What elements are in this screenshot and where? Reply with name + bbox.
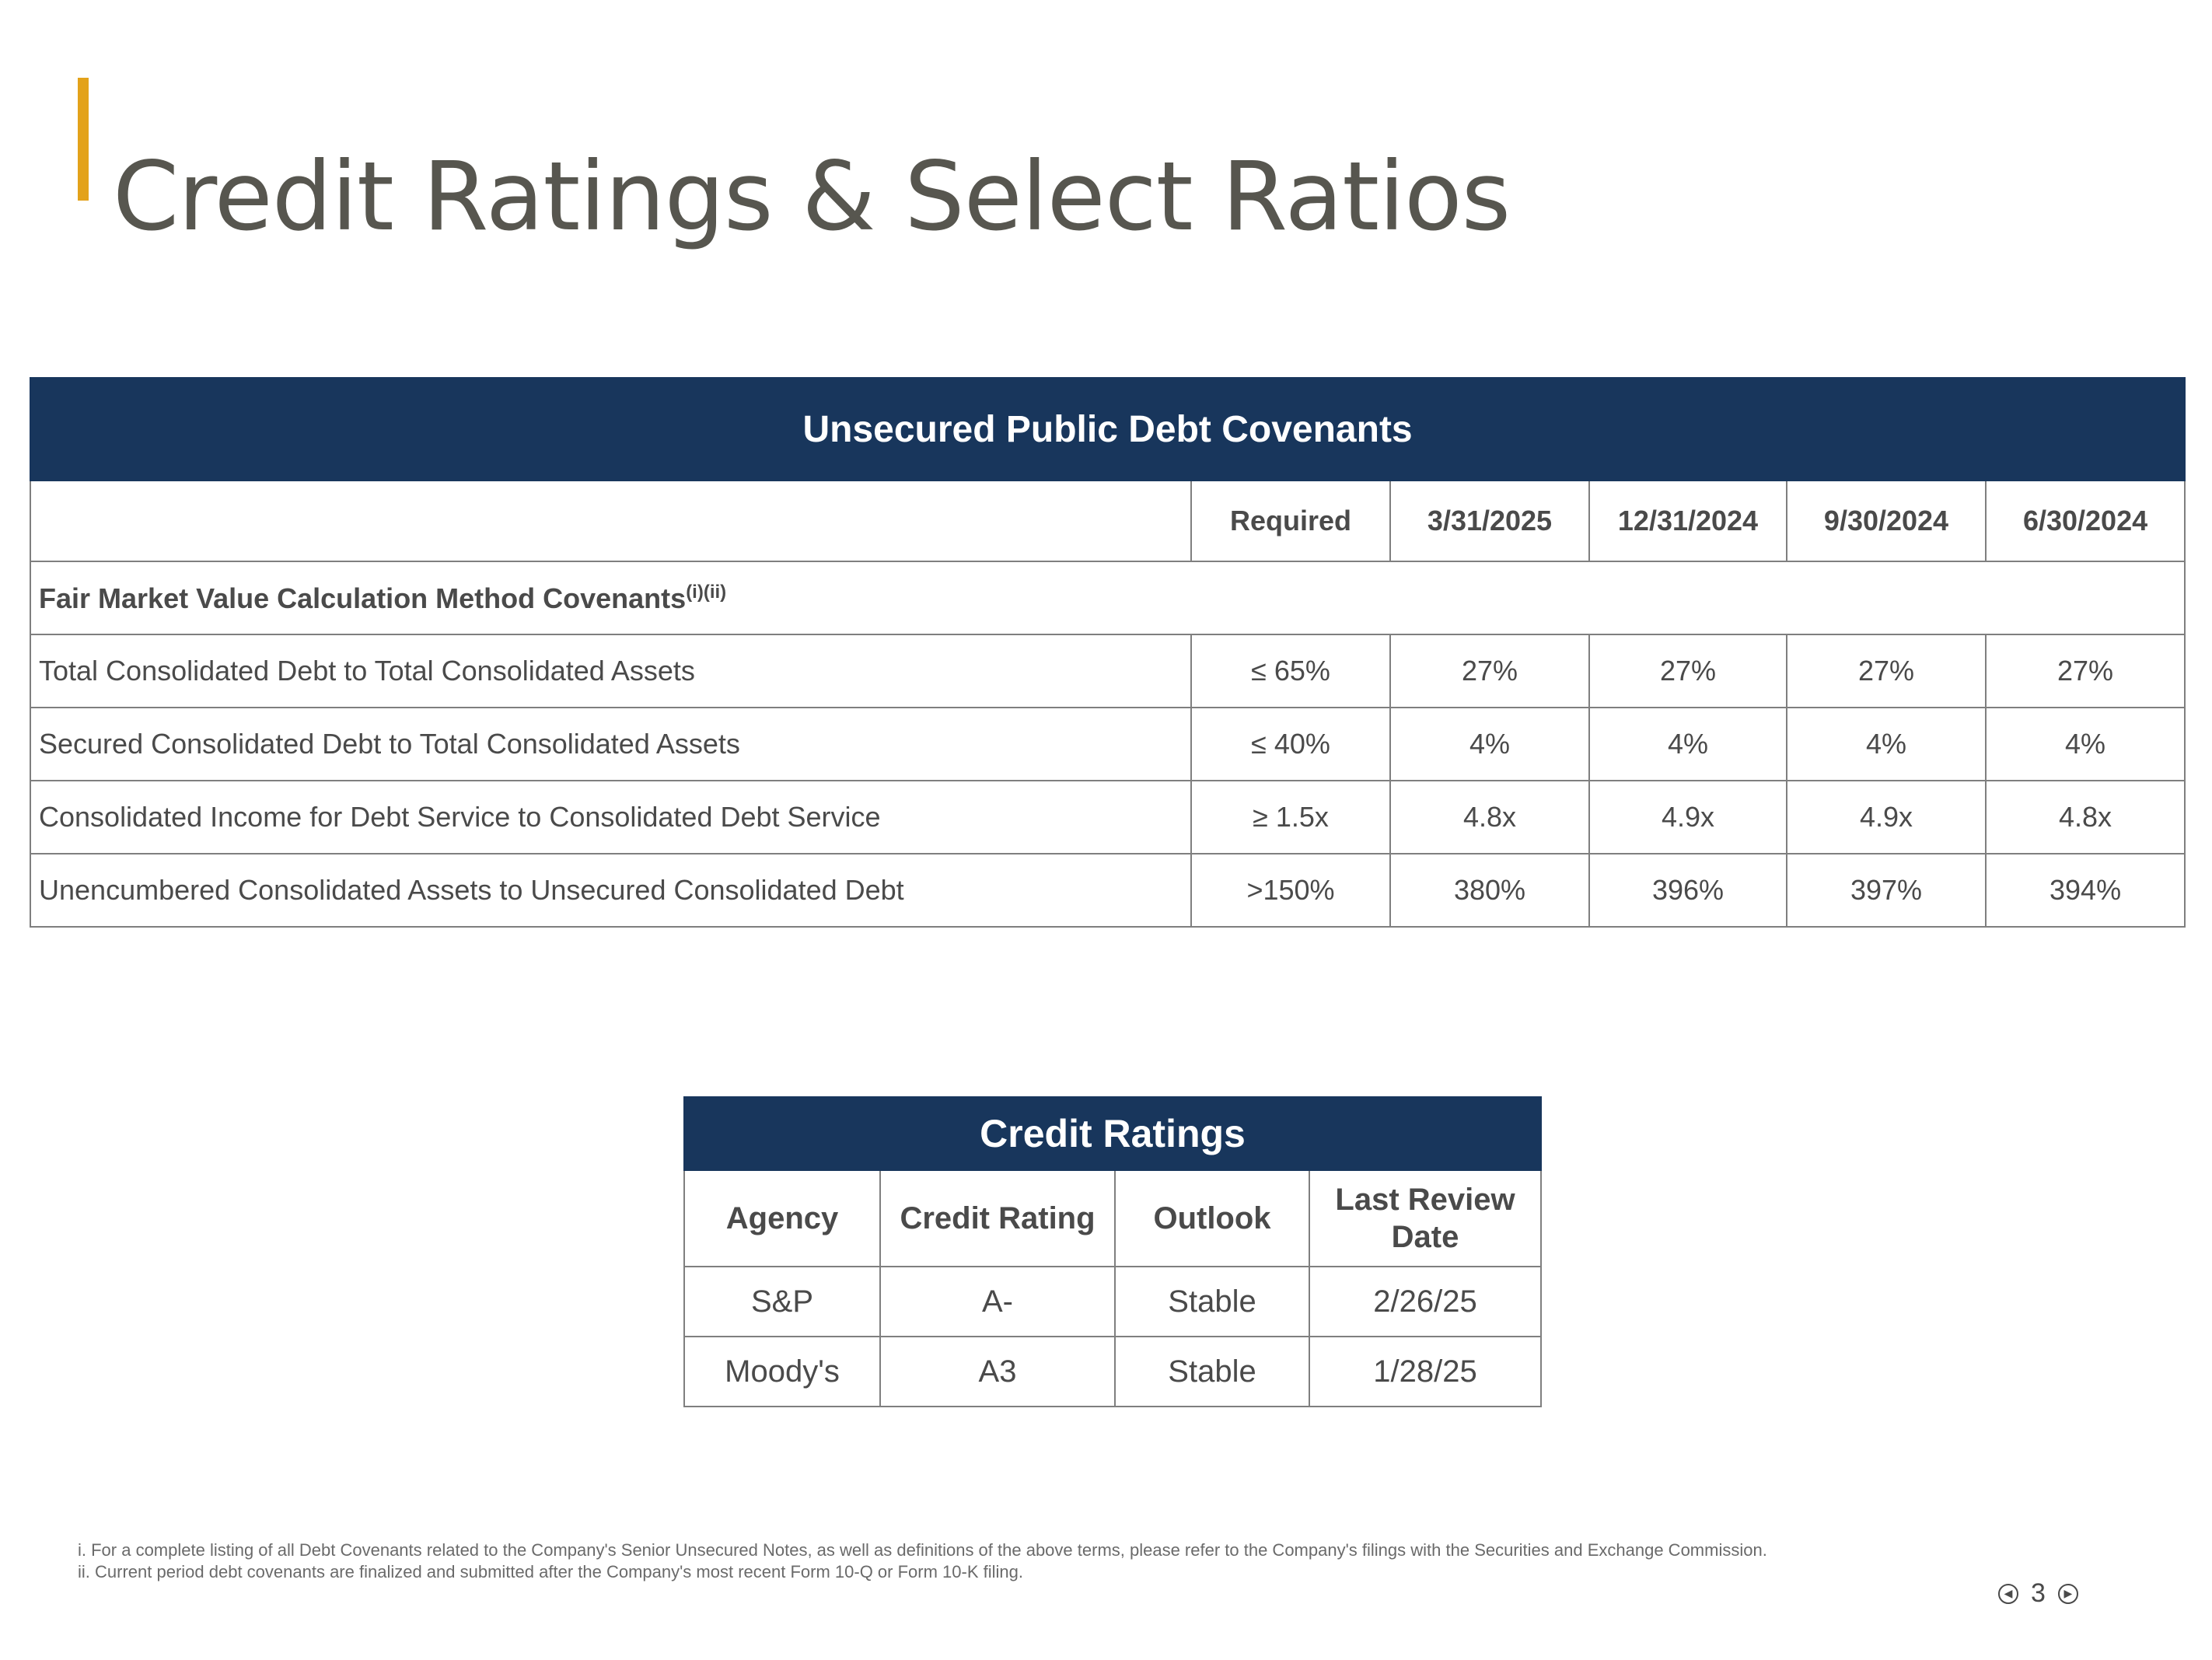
table-row [684,1267,1541,1337]
row-label: Unencumbered Consolidated Assets to Unsecured Consolidated Debt [30,854,1191,927]
table-cell: Stable [1115,1267,1309,1337]
debt-covenants-table [30,377,2186,928]
next-page-icon[interactable]: ▶ [2058,1584,2078,1604]
column-header: 3/31/2025 [1390,481,1589,561]
page-navigation [1998,1578,2078,1609]
table-cell: 27% [1787,634,1986,708]
table-cell: 4% [1390,708,1589,781]
table-cell: 396% [1589,854,1787,927]
row-label: Consolidated Income for Debt Service to Consolidated Debt Service [30,781,1191,854]
column-header: 12/31/2024 [1589,481,1787,561]
table-cell: 27% [1390,634,1589,708]
footnote-item: ii. Current period debt covenants are finalized and submitted after the Company's most recent Form 10-Q or Form 10-K filing. [78,1562,1023,1581]
table-row [30,781,2185,854]
footnotes [78,1539,1913,1583]
table-cell: 4.9x [1589,781,1787,854]
table-cell: 380% [1390,854,1589,927]
footnote-ref: (i)(ii) [686,581,727,603]
credit-ratings-table [683,1096,1542,1407]
table-cell: A- [880,1267,1115,1337]
table-cell: ≥ 1.5x [1191,781,1390,854]
row-label: Total Consolidated Debt to Total Consolidated Assets [30,634,1191,708]
table-cell: 2/26/25 [1309,1267,1541,1337]
table-cell: 27% [1589,634,1787,708]
column-header: Agency [684,1170,880,1267]
ratings-header-row [684,1170,1541,1267]
title-accent-bar [78,78,89,201]
column-header: Outlook [1115,1170,1309,1267]
table-cell: S&P [684,1267,880,1337]
previous-page-icon[interactable]: ◀ [1998,1584,2018,1604]
covenants-table-title: Unsecured Public Debt Covenants [30,378,2185,481]
column-header: Credit Rating [880,1170,1115,1267]
table-cell: Moody's [684,1337,880,1407]
table-cell: 27% [1986,634,2185,708]
table-cell: Stable [1115,1337,1309,1407]
table-cell: 4% [1787,708,1986,781]
section-label: Fair Market Value Calculation Method Covenants$^{(i)(ii)}$ [30,561,2185,634]
table-cell: A3 [880,1337,1115,1407]
table-cell: 4% [1589,708,1787,781]
section-row [30,561,2185,634]
table-cell: ≤ 40% [1191,708,1390,781]
page-number: 3 [2031,1578,2046,1608]
column-header: 9/30/2024 [1787,481,1986,561]
empty-header-cell [30,481,1191,561]
column-header: Last Review Date [1309,1170,1541,1267]
table-row [30,634,2185,708]
table-cell: 4.8x [1986,781,2185,854]
table-cell: 4% [1986,708,2185,781]
column-header: Required [1191,481,1390,561]
table-row [30,708,2185,781]
covenants-header-row [30,481,2185,561]
table-row [30,854,2185,927]
table-cell: 4.8x [1390,781,1589,854]
table-cell: 1/28/25 [1309,1337,1541,1407]
table-cell: 394% [1986,854,2185,927]
table-cell: ≤ 65% [1191,634,1390,708]
table-row [684,1337,1541,1407]
page-title: Credit Ratings & Select Ratios [113,141,1511,252]
table-cell: >150% [1191,854,1390,927]
row-label: Secured Consolidated Debt to Total Consolidated Assets [30,708,1191,781]
ratings-table-title: Credit Ratings [684,1097,1541,1170]
footnote-item: i. For a complete listing of all Debt Covenants related to the Company's Senior Unsecured Notes, as well as definitions of the above terms, please refer to the Company's filings with the Securities and Exchange Commission. [78,1540,1767,1560]
table-cell: 397% [1787,854,1986,927]
column-header: 6/30/2024 [1986,481,2185,561]
table-cell: 4.9x [1787,781,1986,854]
